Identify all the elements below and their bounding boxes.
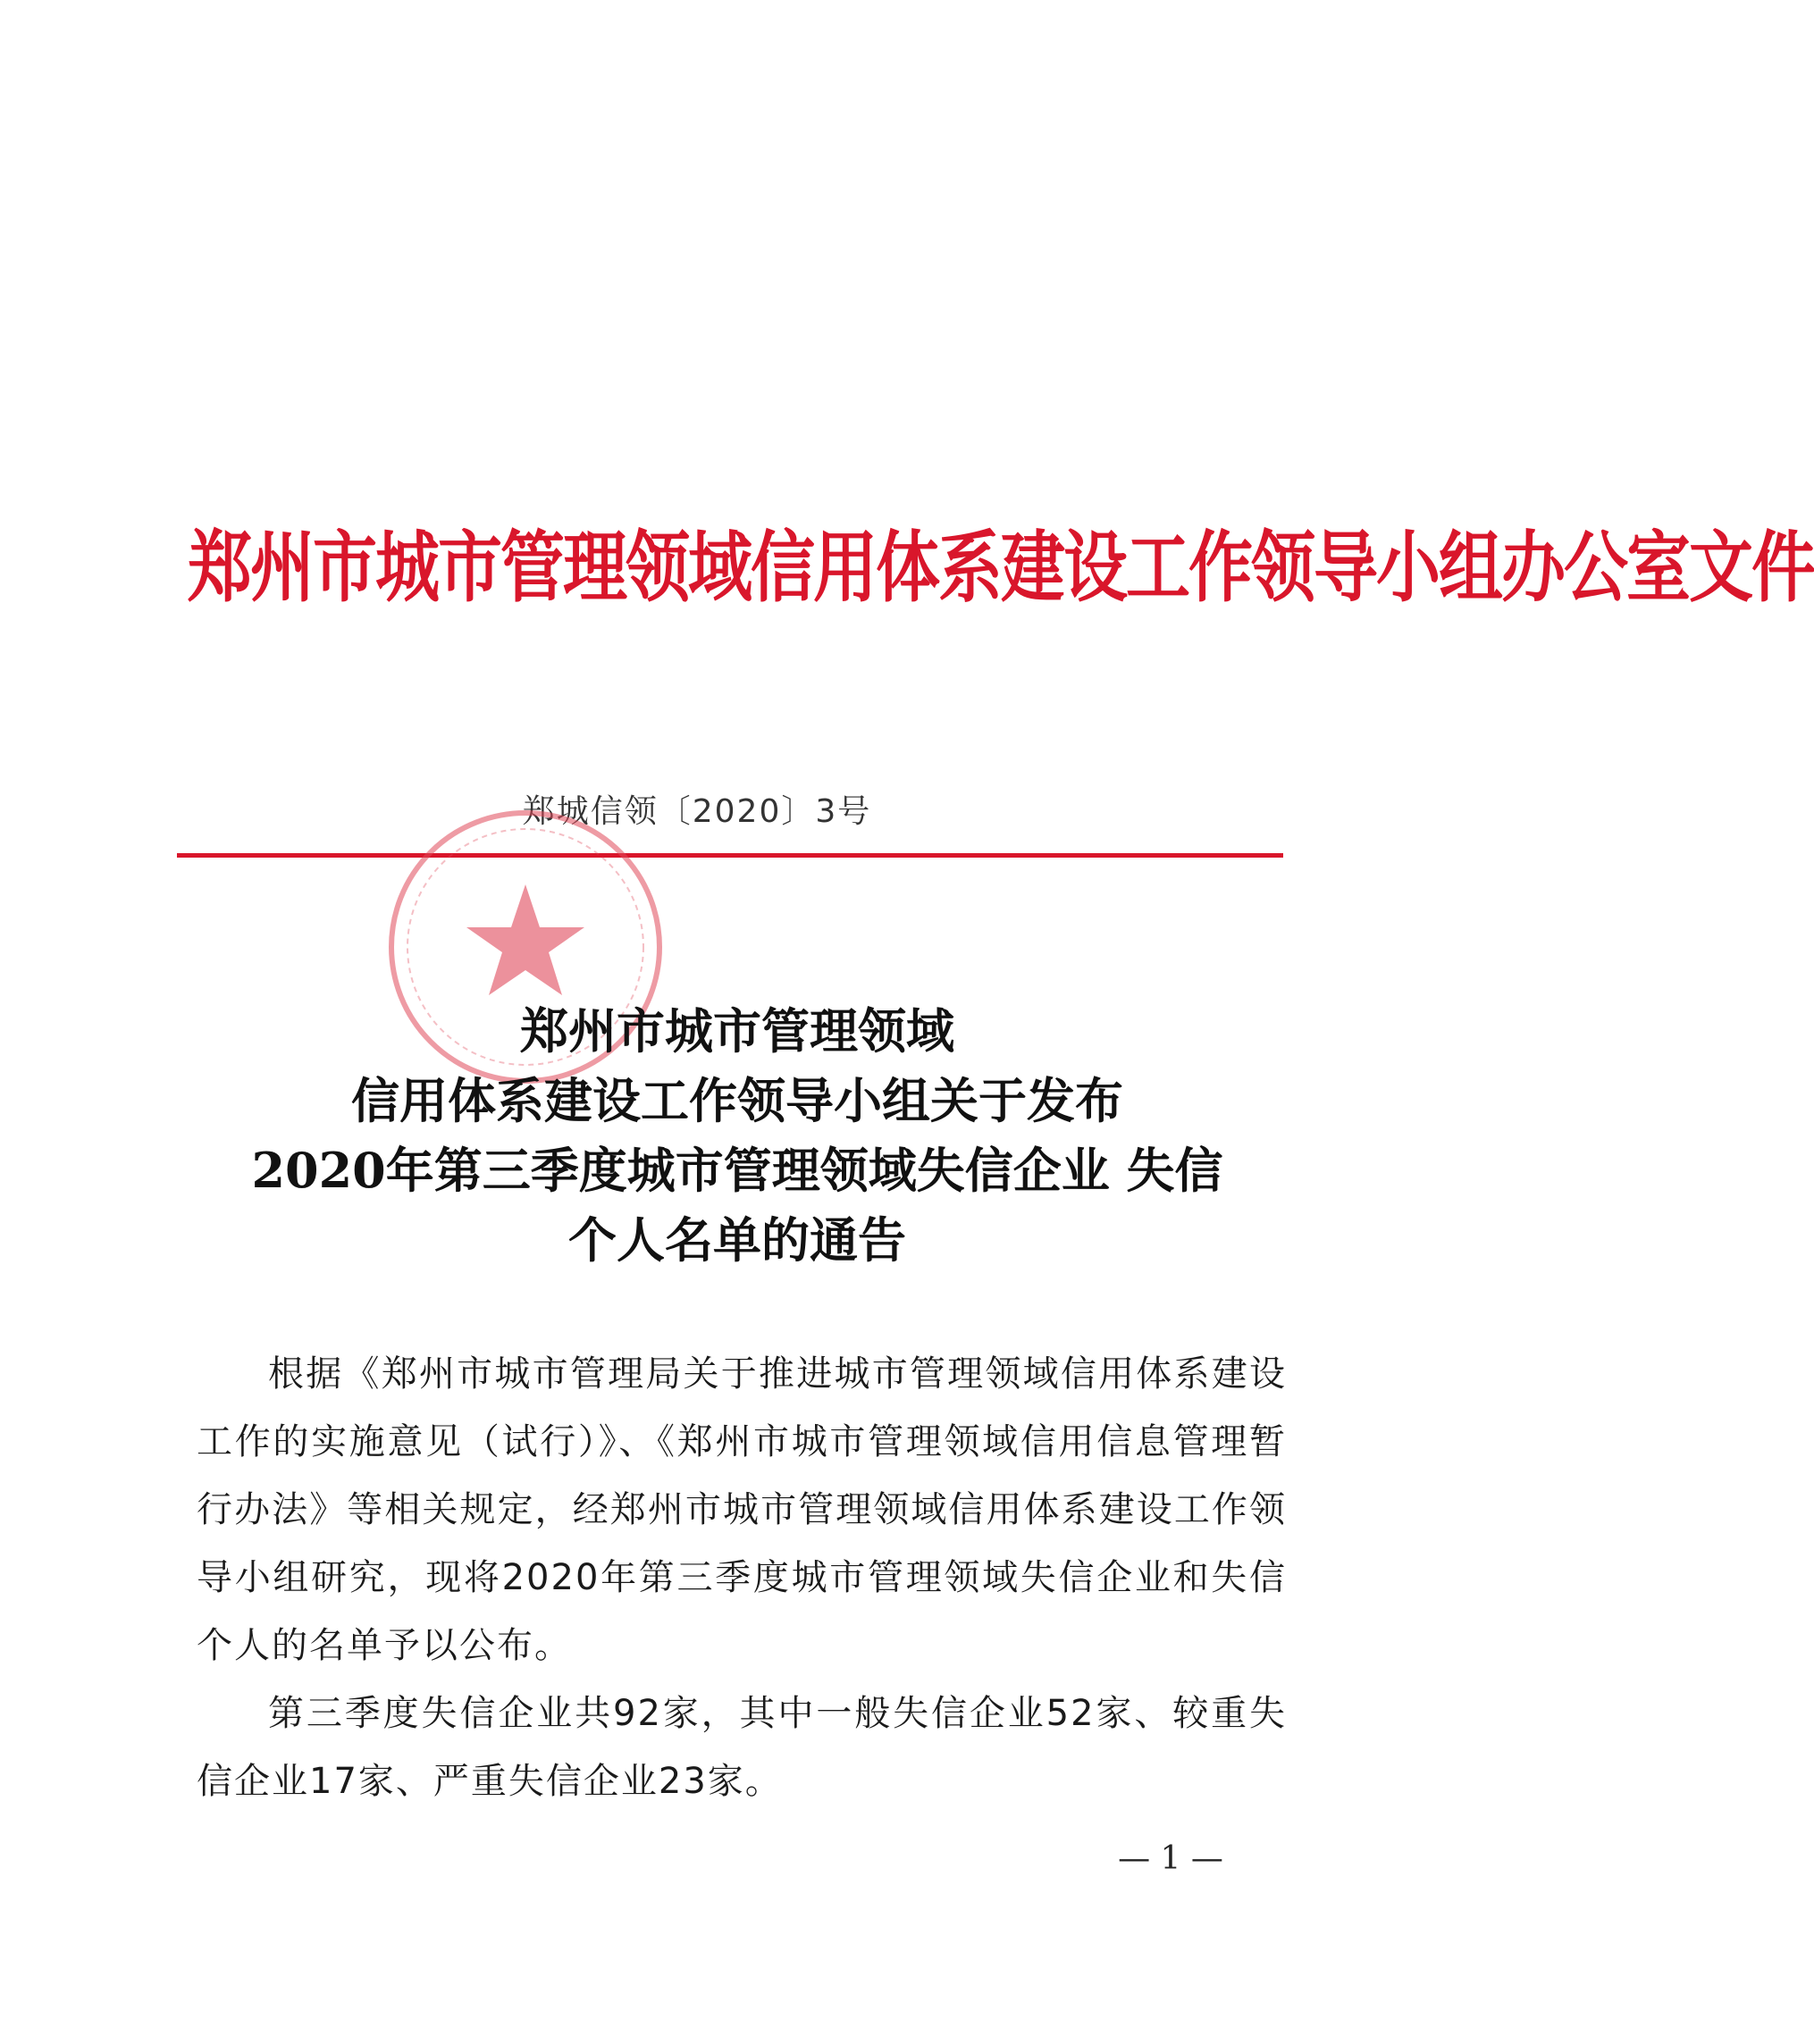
title-line: 2020年第三季度城市管理领域失信企业 失信 bbox=[251, 1142, 1223, 1199]
red-divider-rule bbox=[177, 853, 1283, 858]
document-number: 郑城信领〔2020〕3号 bbox=[522, 793, 872, 830]
title-line: 个人名单的通告 bbox=[568, 1211, 906, 1269]
title-line: 信用体系建设工作领导小组关于发布 bbox=[351, 1072, 1123, 1129]
title-line: 郑州市城市管理领域 bbox=[520, 1002, 954, 1060]
body-paragraph: 第三季度失信企业共92家，其中一般失信企业52家、较重失信企业17家、严重失信企业23家。 bbox=[197, 1693, 1287, 1802]
notice-title bbox=[179, 996, 1296, 1275]
notice-body bbox=[197, 1340, 1287, 1815]
masthead-title: 郑州市城市管理领域信用体系建设工作领导小组办公室文件 bbox=[188, 521, 1814, 613]
page-number: — 1 — bbox=[1118, 1840, 1223, 1877]
body-paragraph: 根据《郑州市城市管理局关于推进城市管理领域信用体系建设工作的实施意见（试行）》、《郑州市城市管理领域信用信息管理暂行办法》等相关规定，经郑州市城市管理领域信用体系建设工作领导小组研究，现将2020年第三季度城市管理领域失信企业和失信个人的名单予以公布。 bbox=[197, 1353, 1287, 1666]
